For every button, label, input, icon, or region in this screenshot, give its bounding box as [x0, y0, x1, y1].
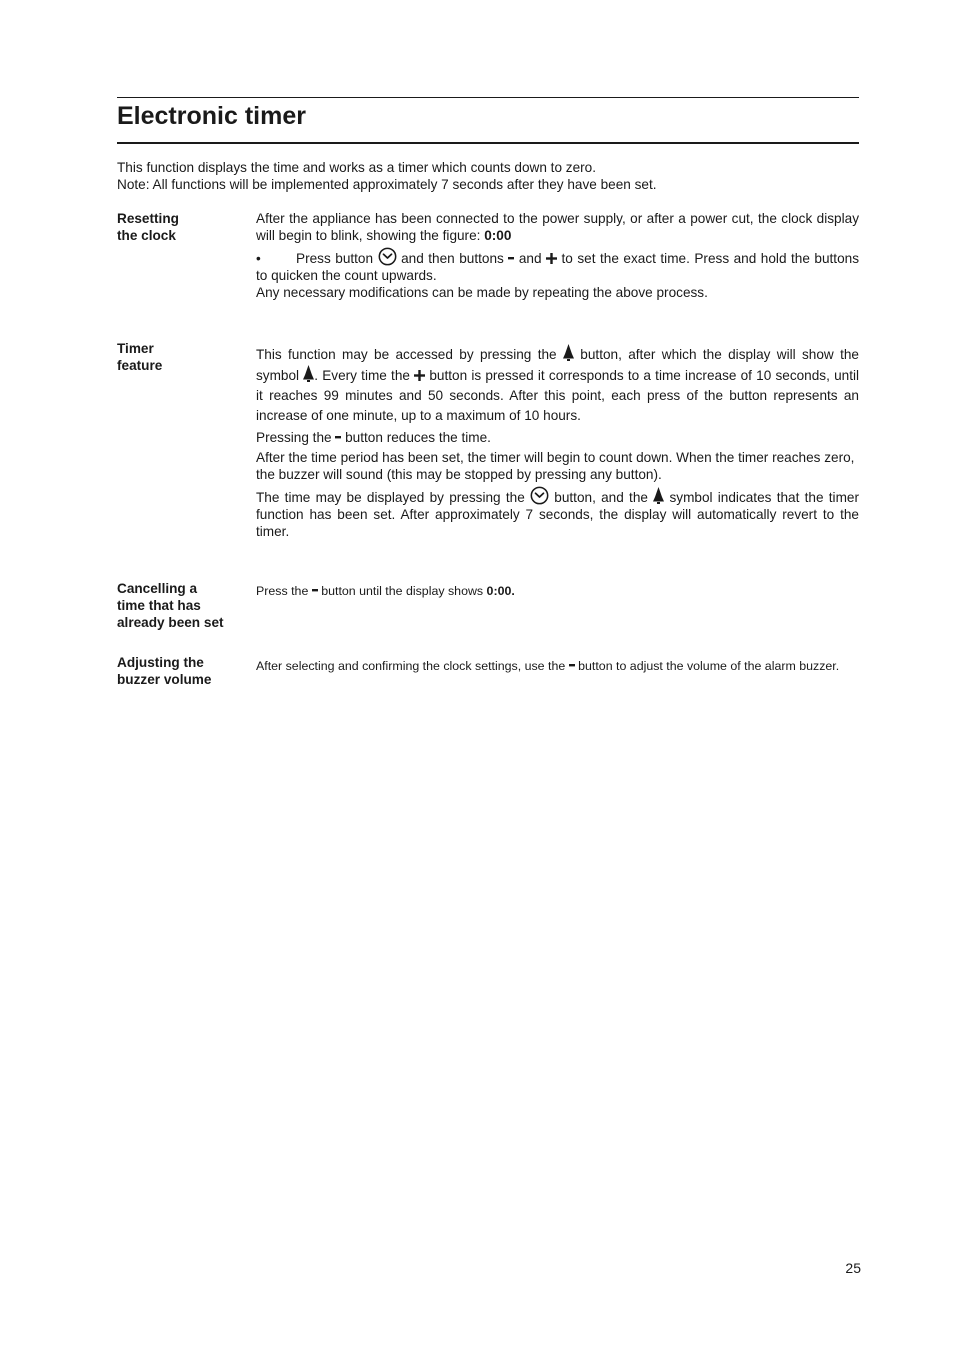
display-figure: 0:00 — [484, 228, 512, 243]
clock-icon — [530, 486, 549, 505]
display-figure: 0:00. — [486, 584, 515, 598]
page-number: 25 — [845, 1260, 861, 1276]
paragraph: This function may be accessed by pressing the button, after which the display will show the symbol . Every time the button is pressed it corresponds to a time increase of 10 seconds, until it reaches 99 minutes and 50 seconds. After this point, each press of the button represents an increase of one minute, up to a maximum of 10 hours. — [256, 344, 859, 426]
clock-icon — [378, 247, 397, 266]
section-label: Resetting the clock — [117, 211, 179, 243]
timer-bell-icon — [653, 487, 664, 504]
plus-icon — [546, 253, 557, 264]
header-rule-bottom — [117, 142, 859, 144]
paragraph: After the appliance has been connected to the power supply, or after a power cut, the clock display will begin to blink, showing the figure: 0:00 — [256, 211, 859, 243]
page-title: Electronic timer — [117, 102, 306, 130]
paragraph: Pressing the button reduces the time. — [256, 430, 491, 445]
section-body — [256, 583, 859, 600]
section-label: Cancelling a time that has already been set — [117, 581, 224, 630]
section-body — [256, 657, 859, 676]
intro-text — [117, 159, 859, 193]
paragraph: After selecting and confirming the clock settings, use the button to adjust the volume of the alarm buzzer. — [256, 659, 840, 673]
intro-line-1: This function displays the time and works as a timer which counts down to zero. — [117, 160, 597, 175]
section-label: Adjusting the buzzer volume — [117, 655, 212, 687]
paragraph: Press the button until the display shows 0:00. — [256, 584, 515, 598]
paragraph: The time may be displayed by pressing the button, and the symbol indicates that the timer function has been set. After approximately 7 seconds, the display will automatically revert to the timer. — [256, 486, 859, 540]
bullet-paragraph: • Press button and then buttons and to set the exact time. Press and hold the buttons to quicken the count upwards. — [256, 247, 859, 284]
section-label: Timer feature — [117, 341, 163, 373]
section-body — [256, 210, 859, 301]
timer-bell-icon — [563, 344, 574, 361]
plus-icon — [414, 370, 425, 381]
paragraph: After the time period has been set, the timer will begin to count down. When the timer reaches zero, the buzzer will sound (this may be stopped by pressing any button). — [256, 450, 855, 482]
paragraph: Any necessary modifications can be made by repeating the above process. — [256, 285, 708, 300]
header-rule-top — [117, 97, 859, 98]
timer-bell-icon — [303, 365, 314, 382]
section-body — [256, 344, 859, 540]
bullet: • — [256, 251, 261, 266]
intro-line-2: Note: All functions will be implemented approximately 7 seconds after they have been set. — [117, 177, 657, 192]
